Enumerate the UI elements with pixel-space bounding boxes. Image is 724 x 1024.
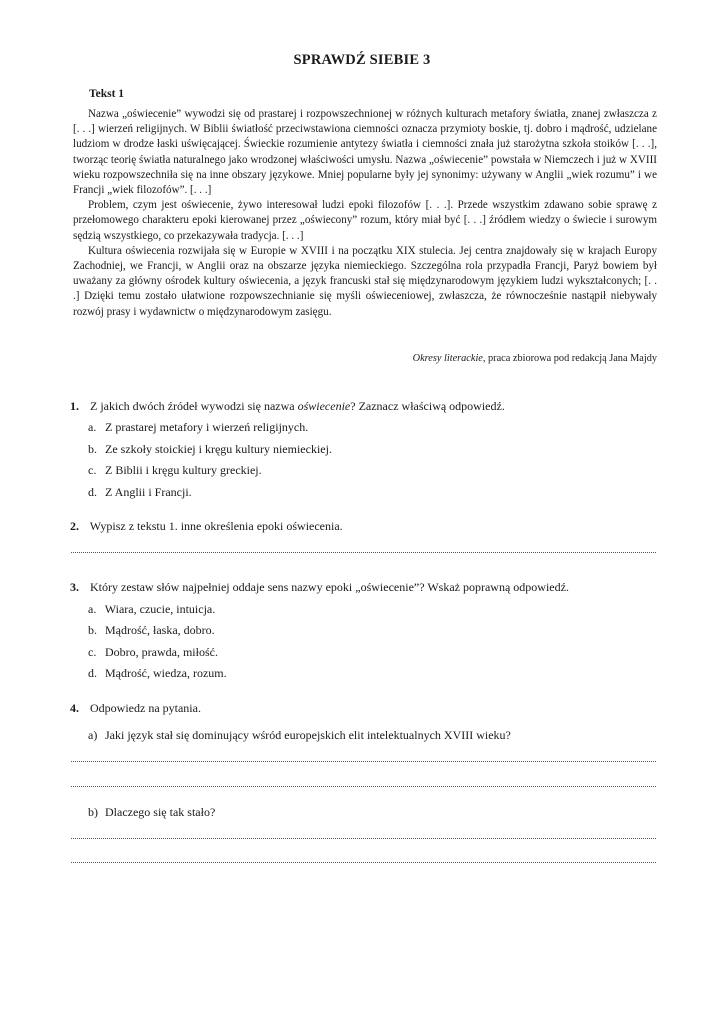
q3-option-c[interactable] [88, 645, 218, 660]
option-letter: a. [88, 420, 97, 434]
sub-question-letter: a) [88, 728, 98, 742]
passage-paragraph-1: Nazwa „oświecenie” wywodzi się od prastarej i rozpowszechnionej w różnych kulturach metafory światła, znanej zwłaszcza z [. . .] wierzeń religijnych. W Biblii światłość przeciwstawiona ciemności oznacza przymioty boskie, tj. dobro i mądrość, udzielane ludziom w drodze łaski uświęcającej. Świeckie rozumienie antytezy światła i ciemności znała już starożytna szkoła stoików [. . .], tworząc teorię światła naturalnego jako wrodzonej właściwości umysłu. Nazwa „oświecenie” powstała w Niemczech i już w XVIII wieku rozpowszechniła się na inne obszary językowe. Mniej popularne były jej synonimy: używany w Anglii „wiek rozumu” i we Francji „wiek filozofów”. [. . .] [73, 108, 657, 197]
passage-paragraph-3: Kultura oświecenia rozwijała się w Europie w XVIII i na początku XIX stulecia. Jej centra znajdowały się w krajach Europy Zachodniej, we Francji, w Anglii oraz na obszarze języka niemieckiego. Szczególna rola przypadła Francji, Paryż bowiem był uważany za główny ośrodek kultury oświecenia, a język francuski stał się międzynarodowym językiem ludzi wykształconych; [. . .] Dzięki temu zostało ułatwione rozpowszechnianie się myśli oświeceniowej, zwłaszcza, że równocześnie nastąpił niebywały rozwój prasy i wydawnictw o międzynarodowym zasięgu. [73, 244, 657, 318]
option-text: Z Biblii i kręgu kultury greckiej. [105, 463, 262, 477]
text-label: Tekst 1 [89, 88, 125, 100]
option-letter: b. [88, 442, 97, 456]
question-3 [70, 580, 569, 595]
option-letter: b. [88, 623, 97, 637]
option-text: Ze szkoły stoickiej i kręgu kultury niemieckiej. [105, 442, 332, 456]
sub-question-text: Jaki język stał się dominujący wśród europejskich elit intelektualnych XVIII wieku? [105, 728, 511, 742]
q1-option-d[interactable] [88, 485, 192, 500]
option-letter: a. [88, 602, 97, 616]
q1-option-b[interactable] [88, 442, 332, 457]
answer-line-q4a-1[interactable] [71, 761, 656, 762]
question-number: 1. [70, 399, 79, 413]
question-number: 2. [70, 519, 79, 533]
question-text-italic: oświecenie [297, 399, 351, 413]
question-text-end: ? Zaznacz właściwą odpowiedź. [350, 399, 505, 413]
question-text: Z jakich dwóch źródeł wywodzi się nazwa [90, 399, 295, 413]
option-letter: c. [88, 645, 97, 659]
question-text: Wypisz z tekstu 1. inne określenia epoki oświecenia. [89, 519, 343, 533]
sub-question-text: Dlaczego się tak stało? [105, 805, 216, 819]
q4-sub-a [88, 728, 511, 743]
answer-line-q4b-1[interactable] [71, 838, 656, 839]
option-text: Wiara, czucie, intuicja. [104, 602, 216, 616]
source-title: Okresy literackie [412, 353, 483, 364]
question-text: Odpowiedz na pytania. [90, 701, 201, 715]
option-letter: d. [88, 485, 97, 499]
q1-option-a[interactable] [88, 420, 308, 435]
question-text: Który zestaw słów najpełniej oddaje sens nazwy epoki „oświecenie”? Wskaż poprawną odpowiedź. [90, 580, 569, 594]
passage-paragraph-2: Problem, czym jest oświecenie, żywo interesował ludzi epoki filozofów [. . .]. Przede wszystkim zdawano sobie sprawę z przełomowego charakteru epoki kierowanej przez „oświecony” rozum, który miał być [. . .] źródłem wiedzy o świecie i surowym sędzią wszystkiego, co przekazywała tradycja. [. . .] [73, 199, 657, 242]
reading-passage [73, 107, 657, 320]
q1-option-c[interactable] [88, 463, 262, 478]
question-number: 4. [70, 701, 79, 715]
page-title: SPRAWDŹ SIEBIE 3 [293, 52, 431, 68]
q3-option-b[interactable] [88, 623, 215, 638]
source-citation [413, 353, 657, 364]
option-letter: d. [88, 666, 97, 680]
q4-sub-b [88, 805, 215, 820]
option-text: Mądrość, wiedza, rozum. [105, 666, 227, 680]
sub-question-letter: b) [88, 805, 98, 819]
option-text: Dobro, prawda, miłość. [105, 645, 218, 659]
option-text: Z prastarej metafory i wierzeń religijnych. [105, 420, 309, 434]
question-number: 3. [70, 580, 79, 594]
q3-option-d[interactable] [88, 666, 227, 681]
q3-option-a[interactable] [88, 602, 215, 617]
source-rest: , praca zbiorowa pod redakcją Jana Majdy [482, 353, 657, 364]
answer-line-q4a-2[interactable] [71, 786, 656, 787]
option-text: Mądrość, łaska, dobro. [105, 623, 215, 637]
answer-line-q2[interactable] [71, 552, 656, 553]
question-1 [70, 399, 505, 414]
question-2 [70, 519, 343, 534]
question-4 [70, 701, 201, 716]
option-letter: c. [88, 463, 97, 477]
option-text: Z Anglii i Francji. [105, 485, 192, 499]
answer-line-q4b-2[interactable] [71, 862, 656, 863]
